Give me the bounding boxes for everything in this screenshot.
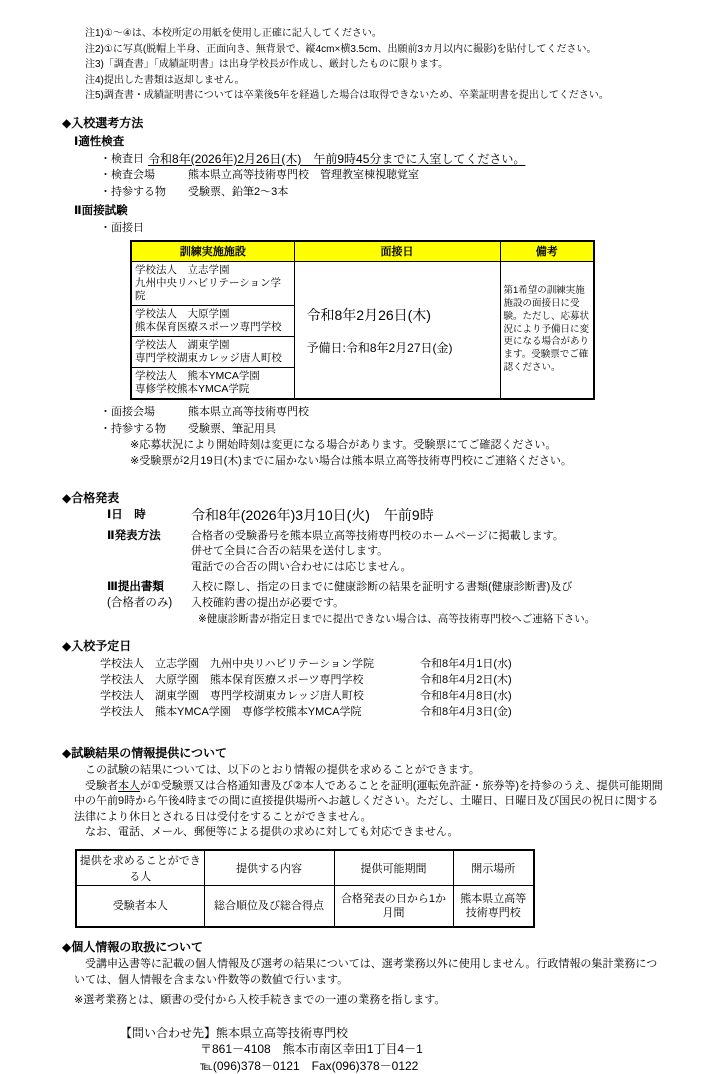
entrance-row — [100, 688, 724, 704]
entrance-school: 学校法人 大原学園 熊本保育医療スポーツ専門学校 — [100, 674, 364, 687]
facility-corp: 学校法人 熊本YMCA学園 — [135, 370, 260, 383]
entrance-school: 学校法人 熊本YMCA学園 専修学校熊本YMCA学院 — [100, 706, 362, 719]
exam-bring-value: 受験票、鉛筆2～3本 — [188, 185, 289, 198]
interview-venue-row — [100, 404, 724, 421]
facility-cell — [131, 368, 294, 400]
disclosure-table-header-row — [76, 850, 534, 886]
interview-date-cell — [294, 262, 500, 400]
header-interview-date: 面接日 — [294, 241, 500, 262]
entrance-date: 令和8年4月1日(水) — [420, 658, 512, 671]
entrance-school: 学校法人 立志学園 九州中央リハビリテーション学院 — [100, 658, 375, 671]
contact-label: 【問い合わせ先】 — [120, 1025, 217, 1040]
interview-date-label-row — [100, 220, 724, 237]
table-row — [76, 885, 534, 927]
header-content: 提供する内容 — [204, 850, 334, 886]
interview-date-reserve: 予備日:令和8年2月27日(金) — [306, 340, 453, 355]
disclosure-para3: なお、電話、メール、郵便等による提供の求めに対しても対応できません。 — [85, 826, 459, 839]
aptitude-title: Ⅰ適性検査 — [74, 135, 125, 148]
cell-requester: 受験者本人 — [76, 885, 204, 927]
interview-bring-row — [100, 421, 724, 438]
interview-note: ※応募状況により開始時刻は変更になる場合があります。受験票にてご確認ください。 — [130, 439, 557, 452]
facility-corp: 学校法人 湖東学園 — [135, 339, 230, 352]
contact-block — [120, 1025, 724, 1074]
interview-bring-label: ・持参する物 — [100, 422, 166, 435]
note-line: 注5)調査書・成績証明書については卒業後5年を経過した場合は取得できないため、卒業証明書を提出してください。 — [85, 90, 609, 101]
exam-date-label: ・検査日 — [100, 152, 144, 165]
facility-school: 専門学校湖東カレッジ唐人町校 — [135, 352, 282, 365]
exam-venue-value: 熊本県立高等技術専門校 管理教室棟視聴覚室 — [188, 169, 419, 181]
entrance-date: 令和8年4月2日(木) — [420, 674, 512, 687]
para2-rest: が①受験票又は合格通知書及び②本人であることを証明(運転免許証・旅券等)を持参のうえ、提供可能期間中の午前9時から午後4時までの間に直接提供場所へお越しください。ただし、土曜日、日曜日及び国民の祝日に関する法律により休日とされる日は受付をすることができません。 — [74, 779, 663, 823]
interview-date-main: 令和8年2月26日(木) — [306, 306, 431, 323]
announcement-method-text — [191, 529, 564, 576]
exam-bring-row — [100, 184, 724, 201]
announcement-documents-label — [107, 580, 191, 611]
interview-table — [130, 240, 595, 401]
documents-label-main: Ⅲ提出書類 — [107, 581, 164, 594]
announcement-documents-row — [107, 580, 724, 611]
para2-lead: 受験者 — [85, 779, 118, 792]
exam-venue-label: ・検査会場 — [100, 169, 155, 181]
disclosure-table — [75, 849, 535, 929]
interview-table-header-row — [131, 241, 594, 262]
facility-corp: 学校法人 大原学園 — [135, 308, 230, 321]
place-line: 熊本県立高等 — [460, 892, 527, 905]
header-requester: 提供を求めることができる人 — [76, 850, 204, 886]
contact-tel: ℡(096)378－0121 Fax(096)378－0122 — [200, 1058, 419, 1073]
header-place: 開示場所 — [453, 850, 534, 886]
facility-school: 専修学校熊本YMCA学院 — [135, 383, 250, 396]
interview-title: Ⅱ面接試験 — [74, 205, 128, 217]
contact-postal: 〒861－4108 熊本市南区幸田1丁目4－1 — [200, 1042, 423, 1057]
entrance-row — [100, 704, 724, 720]
exam-bring-label: ・持参する物 — [100, 185, 166, 198]
method-line: 併せて全員に合否の結果を送付します。 — [191, 545, 389, 558]
announcement-heading: ◆合格発表 — [62, 491, 120, 506]
privacy-note: ※選考業務とは、願書の受付から入校手続きまでの一連の業務を指します。 — [74, 994, 446, 1007]
note-line: 注2)①に写真(脱帽上半身、正面向き、無背景で、縦4cm×横3.5cm、出願前3カ月以内に撮影)を貼付してください。 — [85, 43, 597, 55]
entrance-date: 令和8年4月8日(水) — [420, 690, 512, 703]
documents-label-sub: (合格者のみ) — [107, 596, 173, 609]
announcement-documents-text — [191, 580, 572, 611]
interview-bring-value: 受験票、筆記用具 — [188, 422, 276, 435]
interview-venue-value: 熊本県立高等技術専門校 — [188, 406, 309, 419]
facility-school: 九州中央リハビリテーション学院 — [135, 277, 282, 303]
facility-cell — [131, 337, 294, 368]
disclosure-heading: ◆試験結果の情報提供について — [62, 746, 227, 761]
documents-line: 入校確約書の提出が必要です。 — [191, 596, 345, 609]
contact-name: 熊本県立高等技術専門校 — [216, 1025, 349, 1040]
announcement-method-row — [107, 529, 724, 576]
facility-cell — [131, 306, 294, 337]
interview-date-label: ・面接日 — [100, 222, 144, 234]
top-notes — [85, 26, 724, 104]
announcement-method-label: Ⅱ発表方法 — [107, 529, 161, 542]
entrance-school: 学校法人 湖東学園 専門学校湖東カレッジ唐人町校 — [100, 690, 364, 703]
interview-venue-label: ・面接会場 — [100, 406, 155, 419]
announcement-documents-note: ※健康診断書が指定日までに提出できない場合は、高等技術専門校へご連絡下さい。 — [198, 613, 596, 626]
documents-line: 入校に際し、指定の日までに健康診断の結果を証明する書類(健康診断書)及び — [191, 581, 573, 594]
header-remarks: 備考 — [500, 241, 594, 262]
announcement-datetime-row — [107, 508, 724, 524]
place-line: 技術専門校 — [465, 906, 521, 919]
announcement-datetime-label: Ⅰ日 時 — [107, 509, 146, 522]
disclosure-para1: この試験の結果については、以下のとおり情報の提供を求めることができます。 — [85, 764, 480, 777]
interview-note: ※受験票が2月19日(木)までに届かない場合は熊本県立高等技術専門校にご連絡ください。 — [130, 455, 572, 468]
cell-content: 総合順位及び総合得点 — [204, 885, 334, 927]
entrance-heading: ◆入校予定日 — [62, 639, 132, 654]
announcement-datetime-value: 令和8年(2026年)3月10日(火) 午前9時 — [191, 507, 434, 524]
contact-name-line — [120, 1025, 724, 1042]
note-line: 注3)「調査書」「成績証明書」は出身学校長が作成し、厳封したものに限ります。 — [85, 59, 449, 70]
privacy-heading: ◆個人情報の取扱について — [62, 940, 203, 955]
note-line: 注1)①～④は、本校所定の用紙を使用し正確に記入してください。 — [85, 28, 382, 39]
exam-date-row — [100, 151, 724, 168]
remarks-cell: 第1希望の訓練実施施設の面接日に受験。ただし、応募状況により予備日に変更になる場合があります。受験票でご確認ください。 — [500, 262, 594, 400]
method-line: 電話での合否の問い合わせには応じません。 — [191, 560, 412, 573]
privacy-para: 受講申込書等に記載の個人情報及び選考の結果については、選考業務以外に使用しません。行政情報の集計業務については、個人情報を含まない件数等の数値で行います。 — [74, 958, 658, 986]
entrance-row — [100, 672, 724, 688]
exam-venue-row — [100, 167, 724, 184]
para2-underlined: 本人 — [118, 779, 140, 792]
note-line: 注4)提出した書類は返却しません。 — [85, 74, 245, 86]
entrance-row — [100, 656, 724, 672]
cell-period: 合格発表の日から1か月間 — [334, 885, 453, 927]
method-line: 合格者の受験番号を熊本県立高等技術専門校のホームページに掲載します。 — [191, 529, 564, 542]
cell-place — [453, 885, 534, 927]
table-row — [131, 262, 594, 306]
facility-school: 熊本保育医療スポーツ専門学校 — [135, 321, 282, 334]
disclosure-para2 — [74, 779, 666, 826]
selection-heading: ◆入校選考方法 — [62, 115, 144, 130]
facility-corp: 学校法人 立志学園 — [135, 264, 230, 276]
header-period: 提供可能期間 — [334, 850, 453, 886]
entrance-date: 令和8年4月3日(金) — [420, 706, 512, 719]
facility-cell — [131, 262, 294, 306]
header-facility: 訓練実施施設 — [131, 241, 294, 262]
exam-date-value: 令和8年(2026年)2月26日(木) 午前9時45分までに入室してください。 — [148, 151, 526, 166]
